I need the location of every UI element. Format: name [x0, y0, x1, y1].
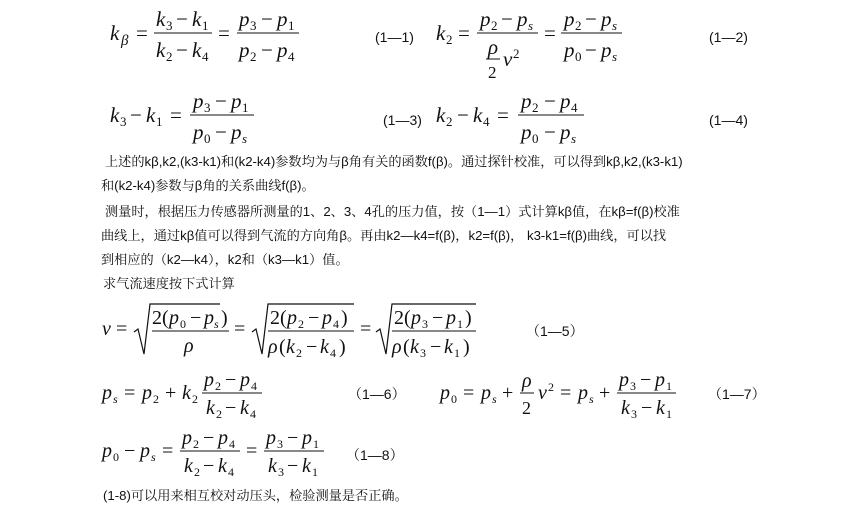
svg-text:−: − — [308, 307, 320, 329]
svg-text:v: v — [503, 47, 513, 71]
svg-text:2(: 2( — [394, 307, 411, 329]
svg-text:3: 3 — [631, 407, 637, 421]
equation-number-1-8: （1—8） — [346, 447, 404, 463]
svg-text:4: 4 — [228, 465, 234, 479]
svg-text:4: 4 — [229, 437, 235, 451]
svg-text:2: 2 — [192, 392, 198, 406]
svg-text:1: 1 — [454, 346, 460, 360]
svg-text:(: ( — [279, 336, 286, 358]
svg-text:−: − — [130, 103, 142, 127]
svg-text:k: k — [156, 7, 166, 31]
svg-text:+: + — [599, 382, 611, 404]
equation-1-8 — [98, 424, 348, 480]
svg-text:1: 1 — [457, 317, 463, 331]
svg-text:ρ: ρ — [392, 336, 402, 358]
svg-text:k: k — [436, 21, 446, 45]
svg-text:2: 2 — [532, 100, 539, 115]
equation-1-4 — [432, 88, 602, 148]
paragraph-1 — [101, 150, 821, 198]
svg-text:s: s — [612, 49, 618, 64]
svg-text:p: p — [411, 307, 421, 329]
svg-text:p: p — [239, 38, 250, 62]
paragraph-1-line-1: 上述的kβ,k2,(k3-k1)和(k2-k4)参数均为与β角有关的函数f(β)。通过探针校准，可以得到kβ,k2,(k3-k1) — [105, 154, 683, 169]
paragraph-3: 求气流速度按下式计算 — [103, 276, 235, 291]
svg-text:3: 3 — [277, 437, 283, 451]
svg-text:=: = — [170, 103, 182, 127]
equation-number-1-3: (1—3) — [383, 112, 422, 128]
svg-text:−: − — [225, 369, 237, 391]
svg-text:0: 0 — [180, 317, 186, 331]
svg-text:2: 2 — [193, 437, 199, 451]
svg-text:s: s — [113, 392, 118, 406]
svg-text:−: − — [176, 7, 188, 31]
svg-text:k: k — [302, 455, 311, 477]
svg-text:1: 1 — [202, 18, 209, 33]
svg-text:p: p — [204, 369, 214, 391]
svg-text:): ) — [341, 307, 348, 329]
svg-text:4: 4 — [288, 49, 295, 64]
svg-text:p: p — [204, 307, 214, 329]
svg-text:p: p — [521, 89, 532, 113]
svg-text:3: 3 — [630, 379, 636, 393]
svg-text:k: k — [184, 455, 193, 477]
svg-text:p: p — [564, 38, 575, 62]
svg-text:+: + — [502, 382, 514, 404]
svg-text:−: − — [640, 369, 652, 391]
svg-text:p: p — [560, 89, 571, 113]
svg-text:2: 2 — [194, 465, 200, 479]
svg-text:p: p — [102, 382, 112, 404]
svg-text:2: 2 — [250, 49, 257, 64]
svg-text:p: p — [322, 307, 332, 329]
svg-text:1: 1 — [156, 114, 163, 129]
svg-text:4: 4 — [571, 100, 578, 115]
svg-text:2: 2 — [522, 398, 531, 418]
svg-text:k: k — [110, 103, 120, 127]
svg-text:p: p — [517, 7, 528, 31]
svg-text:3: 3 — [204, 100, 211, 115]
svg-text:3: 3 — [166, 18, 173, 33]
equation-1-5 — [98, 298, 488, 362]
svg-text:1: 1 — [666, 379, 672, 393]
paragraph-2-line-2: 曲线上，通过kβ值可以得到气流的方向角β。再由k2—k4=f(β)，k2=f(β)， k3-k1=f(β)曲线，可以找 — [101, 228, 667, 243]
svg-text:p: p — [218, 427, 228, 449]
equation-number-1-4: (1—4) — [709, 112, 748, 128]
svg-text:=: = — [463, 382, 475, 404]
svg-text:2: 2 — [491, 18, 498, 33]
svg-text:4: 4 — [202, 49, 209, 64]
svg-text:−: − — [261, 38, 273, 62]
svg-text:1: 1 — [288, 18, 295, 33]
svg-text:k: k — [444, 336, 453, 358]
svg-text:−: − — [544, 89, 556, 113]
equation-1-2 — [432, 2, 632, 84]
svg-text:1: 1 — [312, 465, 318, 479]
svg-text:4: 4 — [333, 317, 339, 331]
svg-text:k: k — [320, 336, 329, 358]
svg-text:): ) — [339, 336, 346, 358]
svg-text:2: 2 — [513, 46, 520, 61]
svg-text:s: s — [571, 131, 577, 146]
equation-1-7 — [436, 366, 686, 422]
svg-text:−: − — [457, 103, 469, 127]
svg-text:k: k — [156, 38, 166, 62]
svg-text:2: 2 — [216, 407, 222, 421]
svg-text:=: = — [234, 318, 246, 340]
svg-text:k: k — [146, 103, 156, 127]
svg-text:−: − — [215, 120, 227, 144]
svg-text:−: − — [261, 7, 273, 31]
svg-text:−: − — [641, 397, 653, 419]
svg-text:2(: 2( — [152, 307, 169, 329]
svg-text:k: k — [268, 455, 277, 477]
paragraph-2 — [101, 200, 821, 272]
svg-text:−: − — [225, 397, 237, 419]
svg-text:=: = — [162, 440, 174, 462]
svg-text:p: p — [601, 7, 612, 31]
svg-text:0: 0 — [204, 131, 211, 146]
svg-text:k: k — [218, 455, 227, 477]
svg-text:3: 3 — [278, 465, 284, 479]
svg-text:−: − — [203, 455, 215, 477]
svg-text:3: 3 — [250, 18, 257, 33]
svg-text:=: = — [458, 21, 470, 45]
svg-text:ρ: ρ — [184, 335, 194, 357]
equation-number-1-5: （1—5） — [526, 323, 584, 339]
svg-text:s: s — [492, 392, 497, 406]
svg-text:−: − — [190, 307, 202, 329]
svg-text:k: k — [240, 397, 249, 419]
paragraph-2-line-3: 到相应的（k2—k4），k2和（k3—k1）值。 — [101, 252, 349, 267]
svg-text:p: p — [140, 440, 150, 462]
svg-text:k: k — [473, 103, 483, 127]
svg-text:0: 0 — [113, 450, 119, 464]
svg-text:4: 4 — [250, 407, 256, 421]
svg-text:1: 1 — [666, 407, 672, 421]
svg-text:4: 4 — [251, 379, 257, 393]
svg-text:k: k — [286, 336, 295, 358]
svg-text:k: k — [206, 397, 215, 419]
svg-text:−: − — [203, 427, 215, 449]
svg-text:p: p — [277, 7, 288, 31]
svg-text:s: s — [214, 317, 219, 331]
svg-text:p: p — [578, 382, 588, 404]
svg-text:−: − — [585, 38, 597, 62]
svg-text:k: k — [621, 397, 630, 419]
svg-text:2: 2 — [153, 392, 159, 406]
svg-text:3: 3 — [420, 346, 426, 360]
svg-text:p: p — [277, 38, 288, 62]
svg-text:p: p — [102, 440, 112, 462]
equation-number-1-2: (1—2) — [709, 29, 748, 45]
svg-text:): ) — [463, 336, 470, 358]
svg-text:p: p — [481, 382, 491, 404]
svg-text:+: + — [165, 382, 177, 404]
svg-text:=: = — [218, 21, 230, 45]
svg-text:−: − — [544, 120, 556, 144]
svg-text:2: 2 — [166, 49, 173, 64]
svg-text:p: p — [619, 369, 629, 391]
svg-text:2(: 2( — [270, 307, 287, 329]
svg-text:2: 2 — [446, 114, 453, 129]
svg-text:−: − — [432, 307, 444, 329]
svg-text:p: p — [302, 427, 312, 449]
equation-1-6 — [98, 366, 288, 422]
svg-text:p: p — [193, 89, 204, 113]
svg-text:ρ: ρ — [488, 35, 499, 59]
svg-text:p: p — [193, 120, 204, 144]
svg-text:p: p — [142, 382, 152, 404]
paragraph-2-line-1: 测量时，根据压力传感器所测量的1、2、3、4孔的压力值，按（1—1）式计算kβ值，在kβ=f(β)校准 — [105, 204, 680, 219]
svg-text:−: − — [215, 89, 227, 113]
paragraph-1-line-2: 和(k2-k4)参数与β角的关系曲线f(β)。 — [101, 178, 315, 193]
svg-text:k: k — [192, 38, 202, 62]
svg-text:p: p — [564, 7, 575, 31]
svg-text:−: − — [501, 7, 513, 31]
svg-text:4: 4 — [330, 346, 336, 360]
svg-text:s: s — [589, 392, 594, 406]
svg-text:−: − — [430, 336, 442, 358]
svg-text:v: v — [538, 382, 547, 404]
svg-text:k: k — [656, 397, 665, 419]
svg-text:p: p — [239, 7, 250, 31]
svg-text:k: k — [110, 21, 120, 45]
svg-text:v: v — [102, 318, 111, 340]
svg-text:0: 0 — [532, 131, 539, 146]
svg-text:4: 4 — [483, 114, 490, 129]
svg-text:p: p — [446, 307, 456, 329]
svg-text:2: 2 — [548, 380, 554, 394]
svg-text:=: = — [544, 21, 556, 45]
svg-text:s: s — [151, 450, 156, 464]
svg-text:k: k — [192, 7, 202, 31]
svg-text:k: k — [410, 336, 419, 358]
svg-text:=: = — [246, 440, 258, 462]
svg-text:): ) — [465, 307, 472, 329]
svg-text:2: 2 — [575, 18, 582, 33]
svg-text:p: p — [440, 382, 450, 404]
svg-text:p: p — [266, 427, 276, 449]
svg-text:ρ: ρ — [268, 336, 278, 358]
svg-text:ρ: ρ — [522, 370, 532, 392]
svg-text:s: s — [528, 18, 534, 33]
svg-text:−: − — [124, 440, 136, 462]
svg-text:3: 3 — [422, 317, 428, 331]
equation-1-1 — [100, 2, 330, 68]
svg-text:=: = — [124, 382, 136, 404]
svg-text:=: = — [136, 21, 148, 45]
svg-text:0: 0 — [575, 49, 582, 64]
paragraph-4: (1-8)可以用来相互校对动压头，检验测量是否正确。 — [103, 488, 408, 503]
svg-text:=: = — [116, 318, 128, 340]
equation-number-1-1: (1—1) — [375, 29, 414, 45]
svg-text:1: 1 — [242, 100, 249, 115]
svg-text:1: 1 — [313, 437, 319, 451]
equation-number-1-6: （1—6） — [348, 386, 406, 402]
svg-text:p: p — [240, 369, 250, 391]
svg-text:p: p — [601, 38, 612, 62]
svg-text:(: ( — [403, 336, 410, 358]
equation-number-1-7: （1—7） — [708, 386, 766, 402]
svg-text:=: = — [560, 382, 572, 404]
svg-text:β: β — [121, 33, 129, 49]
svg-text:p: p — [560, 120, 571, 144]
svg-text:−: − — [176, 38, 188, 62]
svg-text:p: p — [231, 89, 242, 113]
svg-text:s: s — [242, 131, 248, 146]
svg-text:s: s — [612, 18, 618, 33]
svg-text:k: k — [436, 103, 446, 127]
svg-text:p: p — [480, 7, 491, 31]
svg-text:2: 2 — [446, 32, 453, 47]
svg-text:p: p — [287, 307, 297, 329]
svg-text:p: p — [655, 369, 665, 391]
svg-text:3: 3 — [120, 114, 127, 129]
svg-text:−: − — [287, 427, 299, 449]
svg-text:p: p — [231, 120, 242, 144]
svg-text:2: 2 — [488, 63, 497, 82]
svg-text:2: 2 — [298, 317, 304, 331]
svg-text:−: − — [585, 7, 597, 31]
svg-text:2: 2 — [296, 346, 302, 360]
svg-text:p: p — [182, 427, 192, 449]
svg-text:0: 0 — [451, 392, 457, 406]
svg-text:−: − — [287, 455, 299, 477]
svg-text:=: = — [497, 103, 509, 127]
equation-1-3 — [100, 88, 270, 148]
svg-text:=: = — [360, 318, 372, 340]
svg-text:2: 2 — [215, 379, 221, 393]
svg-text:k: k — [182, 382, 191, 404]
svg-text:): ) — [221, 307, 228, 329]
svg-text:p: p — [521, 120, 532, 144]
svg-text:−: − — [306, 336, 318, 358]
svg-text:p: p — [169, 307, 179, 329]
